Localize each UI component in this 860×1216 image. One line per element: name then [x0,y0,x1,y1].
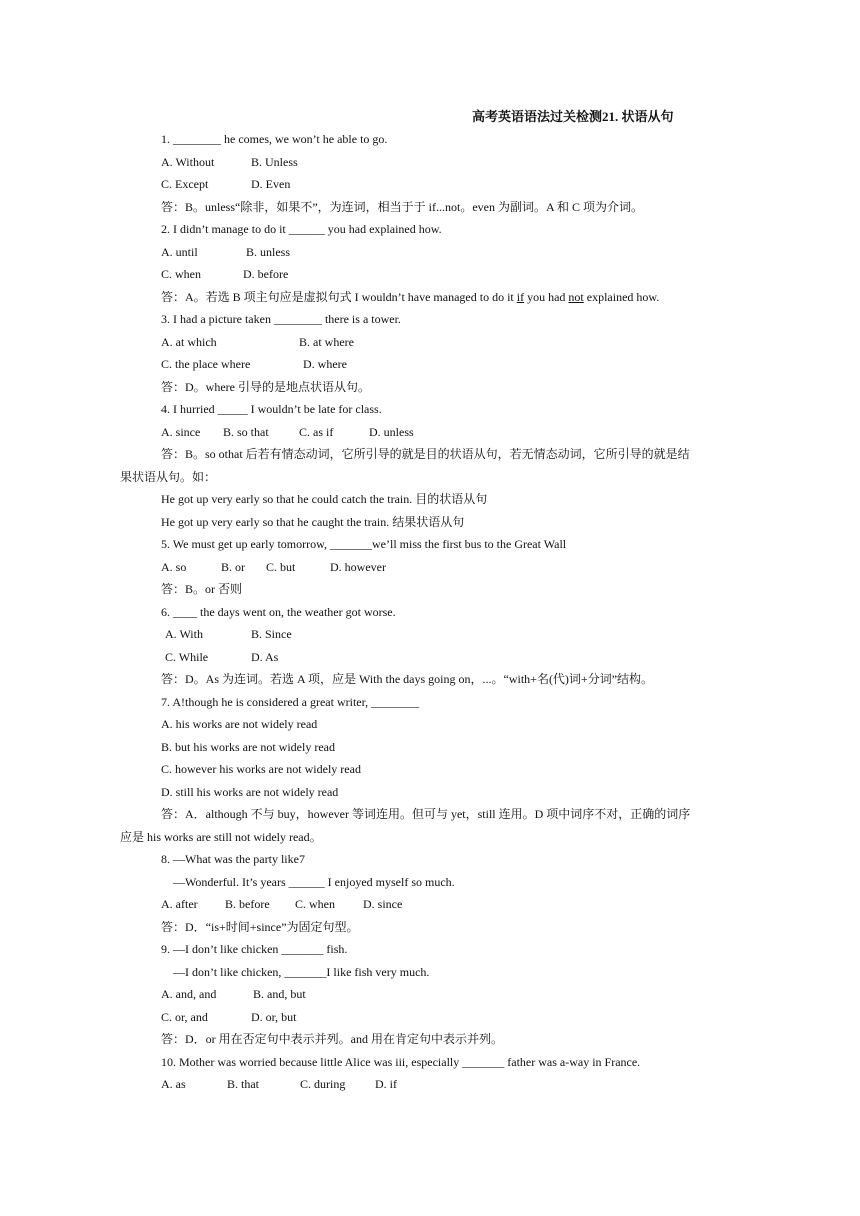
text-line: —I don’t like chicken, _______I like fish very much. [173,964,430,979]
answer-text: you had [524,289,569,304]
underlined-word: not [568,289,584,304]
options-line [120,151,740,174]
option-text: C. While [165,649,209,664]
text-line: 2. I didn’t manage to do it ______ you had explained how. [161,222,442,236]
answer-text: 答：A。若选 B 项主句应是虚拟句式 I wouldn’t have managed to do it [161,289,517,304]
option-text: D. unless [369,424,414,439]
answer-line: 答：D．“is+时间+since”为固定句型。 [161,919,359,934]
text-line: B. but his works are not widely read [161,739,335,754]
option-text: C. when [295,897,335,911]
option-text: A. so [161,559,187,574]
option-text: B. and, but [253,987,306,1001]
underlined-word: if [516,289,525,304]
option-text: C. when [161,267,201,281]
text-line: 8. —What was the party like7 [161,852,305,866]
text-line: D. still his works are not widely read [161,784,339,799]
option-text: B. or [221,559,245,574]
text-line: 10. Mother was worried because little Alice was iii, especially _______ father was a-way in France. [161,1054,641,1069]
options-line [120,263,740,286]
option-text: C. but [266,559,296,574]
options-line [120,1073,740,1096]
option-text: B. Since [251,627,292,641]
options-line [120,556,740,579]
option-text: D. if [375,1077,397,1091]
document-body [120,128,740,1096]
option-text: A. as [161,1077,186,1091]
option-text: B. unless [246,244,291,259]
option-text: A. at which [161,334,217,349]
text-line: 4. I hurried _____ I wouldn’t be late for class. [161,402,382,416]
option-text: B. before [225,897,270,911]
text-line: 6. ____ the days went on, the weather got worse. [161,604,396,619]
options-line [120,173,740,196]
option-text: B. that [227,1077,259,1091]
option-text: B. Unless [251,154,298,169]
option-text: B. so that [223,424,269,439]
text-line: 应是 his works are still not widely read。 [120,829,322,844]
option-text: D. or, but [251,1009,297,1024]
option-text: C. the place where [161,357,251,371]
option-text: C. Except [161,177,209,191]
options-line [120,353,740,376]
option-text: D. before [243,267,289,281]
text-line: 果状语从句。如： [120,469,217,484]
option-text: D. As [251,649,279,664]
option-text: C. or, and [161,1009,208,1024]
answer-line: 答：D。where 引导的是地点状语从句。 [161,379,370,394]
page-title: 高考英语语法过关检测21. 状语从句 [472,109,674,124]
options-line [120,331,740,354]
options-line [120,893,740,916]
option-text: D. since [363,897,403,911]
option-text: D. however [330,559,386,574]
text-line: 3. I had a picture taken ________ there is a tower. [161,312,401,326]
text-line: 5. We must get up early tomorrow, _______we’ll miss the first bus to the Great Wall [161,537,567,551]
options-line [120,646,740,669]
option-text: A. until [161,244,198,259]
text-line: C. however his works are not widely read [161,762,361,776]
answer-line: 答：D．or 用在否定句中表示并列。and 用在肯定句中表示并列。 [161,1032,503,1046]
option-text: A. Without [161,154,215,169]
option-text: A. With [165,627,203,641]
option-text: B. at where [299,334,354,349]
answer-line: 答：D。As 为连词。若选 A 项，应是 With the days going on，...。“with+名(代)词+分词”结构。 [161,672,654,686]
options-line [120,241,740,264]
option-text: C. as if [299,424,334,439]
options-line [120,1006,740,1029]
options-line [120,983,740,1006]
text-line: 7. A!though he is considered a great writer, ________ [161,694,420,709]
text-line: 1. ________ he comes, we won’t he able to go. [161,132,388,146]
text-line: He got up very early so that he caught the train. 结果状语从句 [161,514,465,529]
answer-line: 答：B。unless“除非，如果不”，为连词，相当于于 if...not。even 为副词。A 和 C 项为介词。 [161,199,643,214]
text-line: He got up very early so that he could catch the train. 目的状语从句 [161,492,488,506]
option-text: D. Even [251,177,291,191]
answer-text: explained how. [583,289,660,304]
answer-line: 答：B。or 否则 [161,582,243,596]
option-text: D. where [303,357,347,371]
answer-line: 答：A．although 不与 buy，however 等词连用。但可与 yet，still 连用。D 项中词序不对，正确的词序 [161,807,691,821]
option-text: A. after [161,897,198,911]
option-text: C. during [300,1077,346,1091]
text-line: 9. —I don’t like chicken _______ fish. [161,942,348,956]
options-line [120,623,740,646]
text-line: A. his works are not widely read [161,717,318,731]
option-text: A. and, and [161,987,217,1001]
option-text: A. since [161,424,201,439]
answer-line: 答：B。so othat 后若有情态动词，它所引导的就是目的状语从句，若无情态动词，它所引导的就是结 [161,447,690,461]
options-line [120,421,740,444]
answer-line [120,286,740,309]
text-line: —Wonderful. It’s years ______ I enjoyed myself so much. [173,874,455,889]
